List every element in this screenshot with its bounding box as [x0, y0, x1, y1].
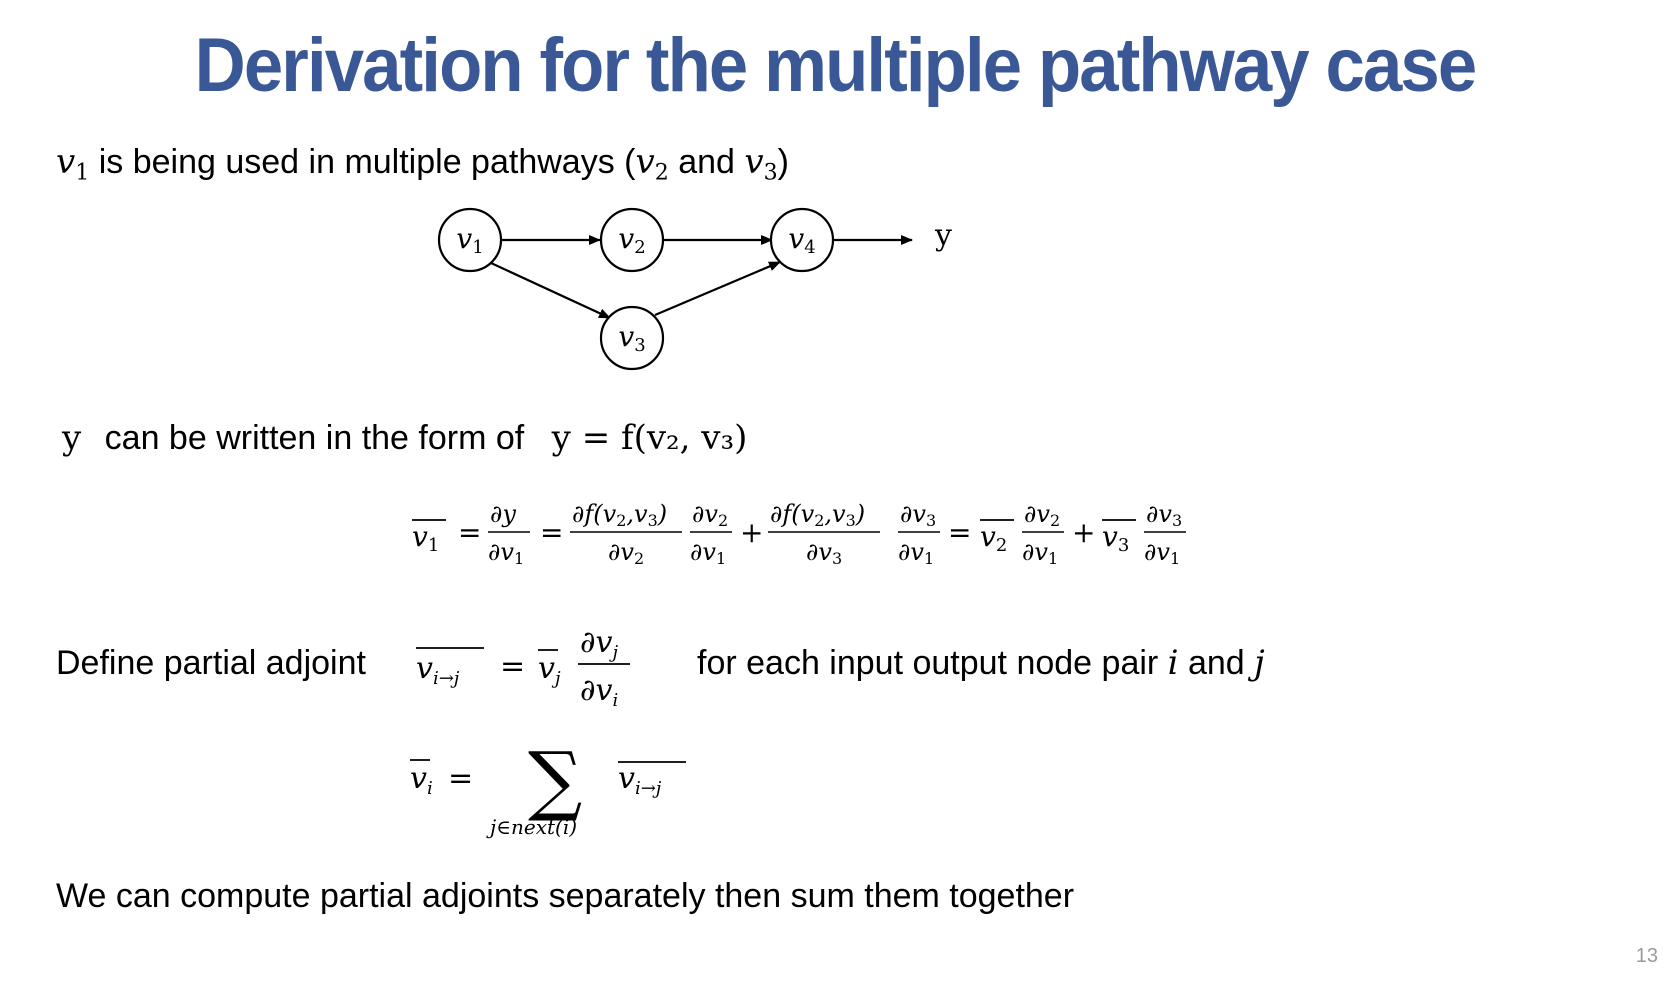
- define-var-j: j: [1254, 643, 1265, 683]
- svg-text:v3: v3: [1102, 520, 1130, 556]
- svg-text:v3: v3: [618, 320, 646, 356]
- intro-line: [56, 142, 789, 193]
- svg-text:∂v2: ∂v2: [1024, 500, 1061, 530]
- node-v2: [601, 209, 663, 271]
- svg-text:+: +: [740, 516, 764, 549]
- var-v1: $v_1$: [56, 142, 90, 186]
- output-y-label: y: [935, 218, 952, 253]
- svg-text:∂vj: $\partial v_j$: [580, 625, 619, 663]
- node-v4: [771, 209, 833, 271]
- svg-text:∂v3: ∂v3: [1146, 500, 1183, 530]
- form-text: can be written in the form of: [104, 419, 525, 457]
- intro-text-b: and: [668, 143, 745, 181]
- sum-equation: [400, 730, 720, 840]
- svg-text:∂v1: ∂v1: [1022, 538, 1059, 568]
- svg-text:v1: v1: [456, 222, 484, 258]
- svg-text:∂v3: ∂v3: [900, 500, 937, 530]
- svg-text:∂v2: ∂v2: [608, 538, 645, 568]
- form-line: [62, 418, 747, 458]
- svg-text:v2: v2: [980, 520, 1008, 556]
- svg-text:∂vi: $\partial v_i$: [580, 673, 619, 711]
- sum-index: j∈next(i): [490, 815, 578, 839]
- svg-text:∂v1: ∂v1: [690, 538, 727, 568]
- var-v2: $v_2$: [635, 142, 669, 186]
- define-label: Define partial adjoint: [56, 644, 366, 682]
- node-v3: [601, 307, 663, 369]
- node-v1: [439, 209, 501, 271]
- svg-text:vi→j: $v_{i\to j}$: [416, 651, 460, 689]
- svg-text:=: =: [448, 761, 474, 796]
- svg-text:∂v1: ∂v1: [898, 538, 935, 568]
- svg-text:vi→j: $v_{i\to j}$: [618, 761, 662, 799]
- svg-text:vj: $v_j$: [538, 651, 561, 689]
- intro-text-c: ): [777, 143, 789, 181]
- conclusion-text: We can compute partial adjoints separately then sum them together: [56, 877, 1075, 915]
- edge-v1-v3: [491, 263, 610, 318]
- var-v3: $v_3$: [744, 142, 778, 186]
- svg-text:∂f(v2,v3): ∂f(v2,v3): [572, 500, 668, 530]
- svg-text:∂v1: ∂v1: [1144, 538, 1181, 568]
- page-number: 13: [1635, 945, 1658, 967]
- svg-text:v1: v1: [412, 520, 440, 556]
- define-suffix-b: and: [1178, 644, 1255, 682]
- svg-text:∂v1: ∂v1: [488, 538, 525, 568]
- define-suffix-a: for each input output node pair: [697, 644, 1168, 682]
- define-var-i: i: [1167, 643, 1179, 683]
- svg-text:∂f(v2,v3): ∂f(v2,v3): [770, 500, 866, 530]
- svg-text:=: =: [540, 516, 564, 549]
- form-formula: y = f(v₂, v₃): [551, 418, 748, 458]
- svg-text:∂y: ∂y: [490, 500, 516, 528]
- pathway-graph: [430, 200, 990, 385]
- svg-text:v2: v2: [618, 222, 646, 258]
- svg-text:∂v2: ∂v2: [692, 500, 729, 530]
- partial-adjoint-def: [408, 608, 648, 718]
- define-suffix: [697, 643, 1265, 683]
- svg-text:=: =: [948, 516, 972, 549]
- svg-text:∂v3: ∂v3: [806, 538, 843, 568]
- sum-symbol: ∑: [528, 735, 583, 824]
- svg-text:=: =: [500, 649, 526, 684]
- svg-text:=: =: [458, 516, 482, 549]
- svg-text:+: +: [1072, 516, 1096, 549]
- svg-text:v4: v4: [788, 222, 816, 258]
- intro-text-a: is being used in multiple pathways (: [89, 143, 636, 181]
- adjoint-equation: [400, 490, 1260, 580]
- svg-text:vi: $v_i$: [410, 761, 433, 799]
- slide-title: Derivation for the multiple pathway case: [194, 23, 1476, 108]
- form-var-y: y: [62, 418, 82, 458]
- edge-v3-v4: [655, 262, 780, 315]
